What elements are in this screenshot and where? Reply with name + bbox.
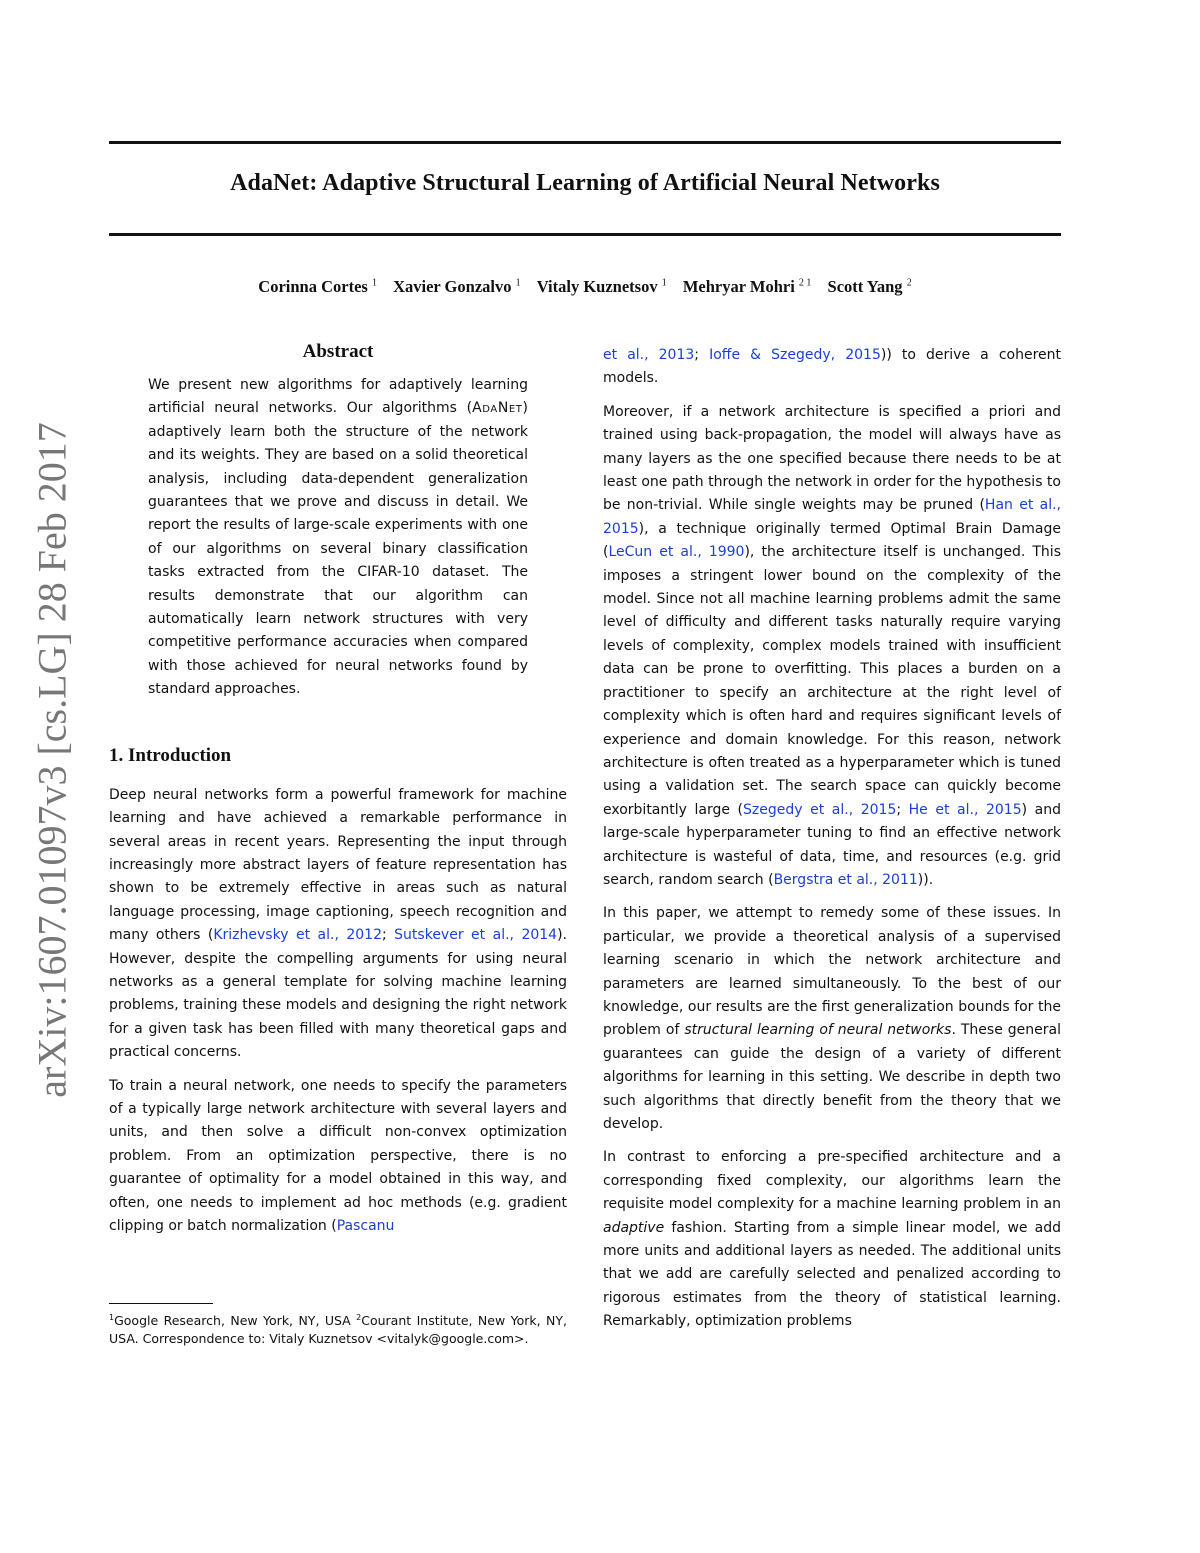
citation-link[interactable]: Bergstra et al., 2011 xyxy=(773,871,918,888)
author: Corinna Cortes $^1$ xyxy=(258,277,377,296)
citation-link[interactable]: Pascanu xyxy=(336,1218,395,1234)
footnote: $^1$Google Research, New York, NY, USA $^2$Courant Institute, New York, NY, USA. Correspondence to: Vitaly Kuznetsov <vitalyk@google.com>. xyxy=(109,1313,567,1347)
author: Xavier Gonzalvo $^1$ xyxy=(393,277,521,296)
emphasis: structural learning of neural networks xyxy=(684,1022,952,1039)
emphasis: adaptive xyxy=(603,1219,665,1236)
body-paragraph: In this paper, we attempt to remedy some of these issues. In particular, we provide a theoretical analysis of a supervised learning scenario in which the network architecture and parameters are learned simultaneously. To the best of our knowledge, our results are the first generalization bounds for the problem of structural learning of neural networks. These general guarantees can guide the design of a variety of different algorithms for learning in this setting. We describe in depth two such algorithms that directly benefit from the theory that we develop. xyxy=(603,905,1061,1132)
title-bottom-rule xyxy=(109,233,1061,236)
citation-link[interactable]: Ioffe & Szegedy, 2015 xyxy=(709,347,881,363)
acronym: AdaNet xyxy=(472,400,523,417)
citation-link[interactable]: et al., 2013 xyxy=(603,347,695,363)
author: Mehryar Mohri $^{2 1}$ xyxy=(682,277,812,296)
citation-link[interactable]: Krizhevsky et al., 2012 xyxy=(213,927,382,944)
left-column xyxy=(109,340,567,1248)
author-list xyxy=(109,277,1061,297)
intro-paragraph-1: Deep neural networks form a powerful framework for machine learning and have achieved a remarkable performance in several areas in recent years. Representing the input through increasingly more abstract layers of feature representation has shown to be extremely effective in areas such as natural language processing, image captioning, speech recognition and many others (Krizhevsky et al., 2012; Sutskever et al., 2014). However, despite the compelling arguments for using neural networks as a general template for solving machine learning problems, training these models and designing the right network for a given task has been filled with many theoretical gaps and practical concerns. xyxy=(109,786,568,1061)
title-top-rule xyxy=(109,141,1061,144)
right-column xyxy=(603,344,1061,1344)
body-paragraph: et al., 2013; Ioffe & Szegedy, 2015)) to derive a coherent models. xyxy=(603,347,1061,387)
abstract-section xyxy=(148,340,528,702)
citation-link[interactable]: Szegedy et al., 2015 xyxy=(743,801,897,818)
body-paragraph: In contrast to enforcing a pre-specified architecture and a corresponding fixed complexity, our algorithms learn the requisite model complexity for a machine learning problem in an adaptive fashion. Starting from a simple linear model, we add more units and additional layers as needed. The additional units that we add are carefully selected and penalized according to rigorous estimates from the theory of statistical learning. Remarkably, optimization problems xyxy=(603,1149,1061,1330)
author: Vitaly Kuznetsov $^1$ xyxy=(536,277,667,296)
body-paragraph: Moreover, if a network architecture is specified a priori and trained using back-propagation, the model will always have as many layers as the one specified because there needs to be at least one path through the network in order for the hypothesis to be non-trivial. While single weights may be pruned (Han et al., 2015), a technique originally termed Optimal Brain Damage (LeCun et al., 1990), the architecture itself is unchanged. This imposes a stringent lower bound on the complexity of the model. Since not all machine learning problems admit the same level of difficulty and different tasks naturally require varying levels of complexity, complex models trained with insufficient data can be prone to overfitting. This places a burden on a practitioner to specify an architecture at the right level of complexity which is often hard and requires significant levels of experience and domain knowledge. For this reason, network architecture is often treated as a hyperparameter which is tuned using a validation set. The search space can quickly become exorbitantly large (Szegedy et al., 2015; He et al., 2015) and large-scale hyperparameter tuning to find an effective network architecture is wasteful of data, time, and resources (e.g. grid search, random search (Bergstra et al., 2011)). xyxy=(603,403,1061,888)
footnote-rule xyxy=(109,1303,213,1304)
section-heading-introduction: 1. Introduction xyxy=(109,744,232,766)
intro-paragraph-2: To train a neural network, one needs to specify the parameters of a typically large network architecture with several layers and units, and then solve a difficult non-convex optimization problem. From an optimization perspective, there is no guarantee of optimality for a model obtained in this way, and often, one needs to implement ad hoc methods (e.g. gradient clipping or batch normalization (Pascanu xyxy=(109,1077,567,1234)
citation-link[interactable]: Han et al., 2015 xyxy=(603,497,1061,537)
abstract-heading: Abstract xyxy=(302,341,374,362)
citation-link[interactable]: He et al., 2015 xyxy=(908,801,1022,818)
arxiv-stamp: arXiv:1607.01097v3 [cs.LG] 28 Feb 2017 xyxy=(29,422,75,1098)
citation-link[interactable]: Sutskever et al., 2014 xyxy=(394,927,558,944)
author: Scott Yang $^2$ xyxy=(827,277,912,296)
citation-link[interactable]: LeCun et al., 1990 xyxy=(608,544,745,561)
paper-title: AdaNet: Adaptive Structural Learning of Artificial Neural Networks xyxy=(230,170,940,196)
abstract-text: We present new algorithms for adaptively learning artificial neural networks. Our algorithms (AdaNet) adaptively learn both the structure of the network and its weights. They are based on a solid theoretical analysis, including data-dependent generalization guarantees that we prove and discuss in detail. We report the results of large-scale experiments with one of our algorithms on several binary classification tasks extracted from the CIFAR-10 dataset. The results demonstrate that our algorithm can automatically learn network structures with very competitive performance accuracies when compared with those achieved for neural networks found by standard approaches. xyxy=(148,377,528,698)
